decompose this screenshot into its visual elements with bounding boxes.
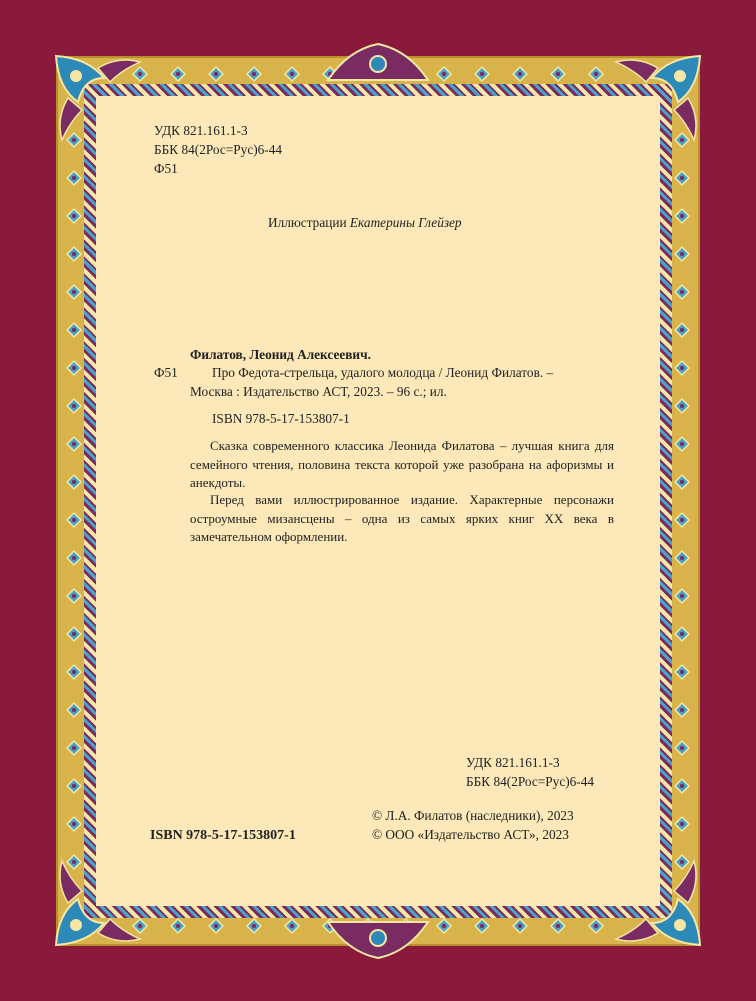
copyright-author: © Л.А. Филатов (наследники), 2023 [372,808,574,823]
illustrator-name: Екатерины Глейзер [349,215,462,230]
diamond-center-icon [518,72,522,76]
diamond-center-icon [594,72,598,76]
illustrations-credit [268,214,462,232]
diamond-center-icon [72,670,76,674]
diamond-center-icon [72,214,76,218]
diamond-center-icon [680,632,684,636]
diamond-center-icon [680,442,684,446]
author-heading: Филатов, Леонид Алексеевич. [190,347,371,362]
diamond-center-icon [72,784,76,788]
diamond-center-icon [214,924,218,928]
diamond-center-icon [72,480,76,484]
bottom-udk-code: УДК 821.161.1-3 [466,755,560,770]
isbn-line: ISBN 978-5-17-153807-1 [212,411,350,426]
diamond-center-icon [556,72,560,76]
annotation-text-1: Сказка современного классика Леонида Филатова – лучшая книга для семейного чтения, половина текста которой уже разобрана на афоризмы и анекдоты. [190,438,614,490]
diamond-center-icon [518,924,522,928]
diamond-center-icon [72,708,76,712]
diamond-center-icon [214,72,218,76]
diamond-center-icon [680,366,684,370]
bottom-isbn: ISBN 978-5-17-153807-1 [150,828,296,843]
diamond-center-icon [680,252,684,256]
diamond-center-icon [72,366,76,370]
right-diamond-border [670,130,694,870]
copyright-publisher: © ООО «Издательство АСТ», 2023 [372,827,569,842]
diamond-center-icon [72,556,76,560]
illustrations-prefix: Иллюстрации [268,215,347,230]
diamond-center-icon [72,252,76,256]
diamond-center-icon [252,72,256,76]
diamond-center-icon [72,632,76,636]
diamond-center-icon [680,822,684,826]
diamond-center-icon [290,72,294,76]
udk-code: УДК 821.161.1-3 [154,123,248,138]
diamond-center-icon [680,746,684,750]
diamond-center-icon [176,924,180,928]
diamond-center-icon [442,72,446,76]
diamond-center-icon [680,214,684,218]
diamond-center-icon [680,594,684,598]
diamond-center-icon [680,290,684,294]
diamond-center-icon [176,72,180,76]
annotation-text-2: Перед вами иллюстрированное издание. Характерные персонажи остроумные мизансцены – одна из самых ярких книг XX века в замечательном оформлении. [190,492,614,544]
bottom-bbk-code: ББК 84(2Рос=Рус)6-44 [466,774,595,789]
bbk-code: ББК 84(2Рос=Рус)6-44 [154,142,283,157]
diamond-center-icon [680,708,684,712]
title-line: Про Федота-стрельца, удалого молодца / Леонид Филатов. – [212,365,554,380]
diamond-center-icon [680,404,684,408]
diamond-center-icon [680,784,684,788]
crown-ornament-icon [318,40,438,84]
diamond-center-icon [72,176,76,180]
diamond-center-icon [680,556,684,560]
diamond-center-icon [72,442,76,446]
diamond-center-icon [480,72,484,76]
diamond-center-icon [442,924,446,928]
diamond-center-icon [72,594,76,598]
diamond-center-icon [480,924,484,928]
diamond-center-icon [72,404,76,408]
diamond-center-icon [594,924,598,928]
annotation-paragraph-1 [190,437,614,493]
diamond-center-icon [72,746,76,750]
diamond-center-icon [680,670,684,674]
diamond-center-icon [72,822,76,826]
diamond-center-icon [72,518,76,522]
diamond-center-icon [680,480,684,484]
diamond-center-icon [680,328,684,332]
diamond-center-icon [252,924,256,928]
diamond-center-icon [72,328,76,332]
publisher-line: Москва : Издательство АСТ, 2023. – 96 с.; ил. [190,384,447,399]
diamond-center-icon [72,290,76,294]
annotation-paragraph-2 [190,491,614,547]
diamond-center-icon [556,924,560,928]
left-diamond-border [62,130,86,870]
author-mark: Ф51 [154,161,178,176]
diamond-center-icon [680,176,684,180]
diamond-center-icon [290,924,294,928]
diamond-center-icon [680,518,684,522]
catalog-mark: Ф51 [154,365,178,380]
crown-ornament-icon [318,918,438,962]
